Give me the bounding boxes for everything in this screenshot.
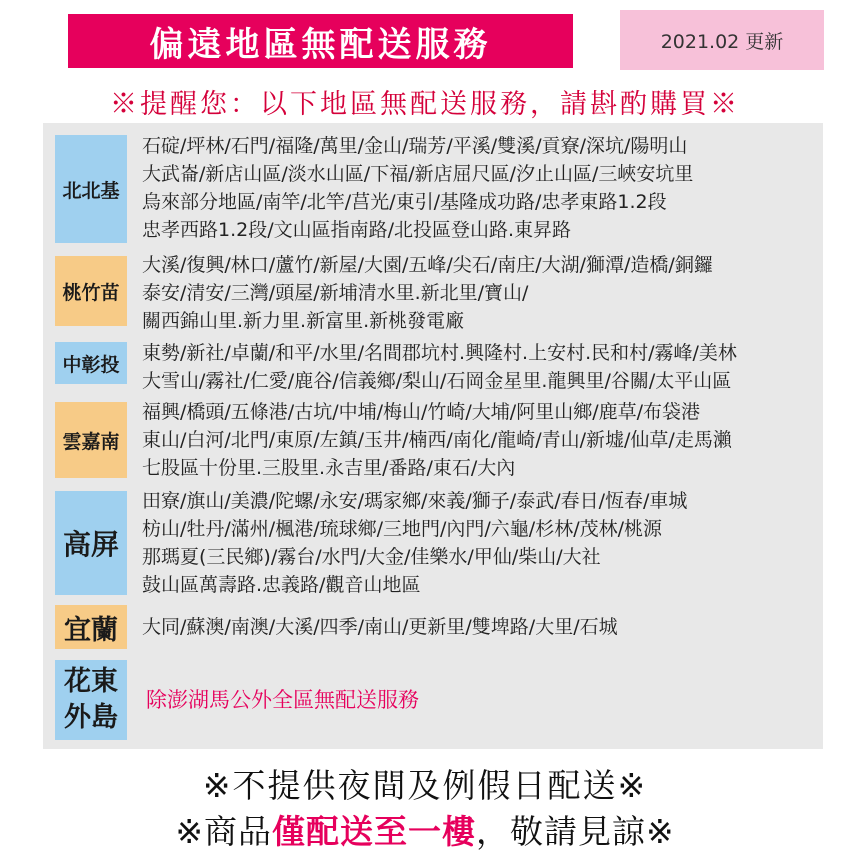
footer-highlight: 僅配送至一樓	[272, 812, 476, 851]
region-line: 東勢/新社/卓蘭/和平/水里/名間郡坑村.興隆村.上安村.民和村/霧峰/美林	[142, 342, 737, 364]
outer-island-note: 除澎湖馬公外全區無配送服務	[146, 688, 419, 712]
region-line: 田寮/旗山/美濃/陀螺/永安/瑪家鄉/來義/獅子/泰武/春日/恆春/車城	[142, 490, 688, 512]
region-line: 七股區十份里.三股里.永吉里/番路/東石/大內	[142, 457, 516, 479]
footer-text: ，敬請見諒※	[476, 812, 675, 851]
region-list-yunjianan	[142, 398, 732, 482]
region-line: 枋山/牡丹/滿州/楓港/琉球鄉/三地門/內門/六龜/杉林/茂林/桃源	[142, 518, 663, 540]
region-label-huadong-waidao	[55, 660, 127, 740]
region-label-yunjianan: 雲嘉南	[55, 402, 127, 478]
region-label-line: 花東	[64, 666, 118, 697]
region-label-beibeiji: 北北基	[55, 135, 127, 243]
region-label-taozhumiao: 桃竹苗	[55, 256, 127, 326]
region-list-taozhumiao	[142, 251, 713, 335]
region-line: 關西錦山里.新力里.新富里.新桃發電廠	[142, 310, 465, 332]
page-title: 偏遠地區無配送服務	[68, 14, 573, 68]
region-line: 泰安/清安/三灣/頭屋/新埔清水里.新北里/寶山/	[142, 282, 529, 304]
region-line: 大同/蘇澳/南澳/大溪/四季/南山/更新里/雙埤路/大里/石城	[142, 616, 618, 638]
region-line: 烏來部分地區/南竿/北竿/莒光/東引/基隆成功路/忠孝東路1.2段	[142, 191, 667, 213]
region-list-zhongzhangtou	[142, 339, 737, 395]
update-date-badge: 2021.02 更新	[620, 10, 824, 70]
region-label-gaoping: 高屏	[55, 491, 127, 595]
region-line: 忠孝西路1.2段/文山區指南路/北投區登山路.東昇路	[142, 219, 572, 241]
region-line: 大武崙/新店山區/淡水山區/下福/新店屈尺區/汐止山區/三峽安坑里	[142, 163, 694, 185]
region-label-line: 外島	[64, 702, 118, 733]
region-line: 石碇/坪林/石門/福隆/萬里/金山/瑞芳/平溪/雙溪/貢寮/深坑/陽明山	[142, 135, 688, 157]
region-label-zhongzhangtou: 中彰投	[55, 342, 127, 384]
region-line: 大溪/復興/林口/蘆竹/新屋/大園/五峰/尖石/南庄/大湖/獅潭/造橋/銅鑼	[142, 254, 713, 276]
footer-text: ※商品	[175, 812, 272, 851]
footer-first-floor-notice	[0, 806, 850, 853]
region-line: 東山/白河/北門/東原/左鎮/玉井/楠西/南化/龍崎/青山/新墟/仙草/走馬瀨	[142, 429, 732, 451]
region-list-yilan	[142, 613, 618, 641]
reminder-notice: ※提醒您：以下地區無配送服務，請斟酌購買※	[110, 89, 740, 120]
region-line: 福興/橋頭/五條港/古坑/中埔/梅山/竹崎/大埔/阿里山鄉/鹿草/布袋港	[142, 401, 701, 423]
region-label-yilan: 宜蘭	[55, 605, 127, 649]
region-line: 鼓山區萬壽路.忠義路/觀音山地區	[142, 574, 421, 596]
footer-no-night-delivery: ※不提供夜間及例假日配送※	[202, 766, 648, 805]
region-list-gaoping	[142, 487, 687, 599]
region-list-beibeiji	[142, 132, 693, 244]
region-line: 大雪山/霧社/仁愛/鹿谷/信義鄉/梨山/石岡金星里.龍興里/谷關/太平山區	[142, 370, 732, 392]
region-line: 那瑪夏(三民鄉)/霧台/水門/大金/佳樂水/甲仙/柴山/大社	[142, 546, 601, 568]
